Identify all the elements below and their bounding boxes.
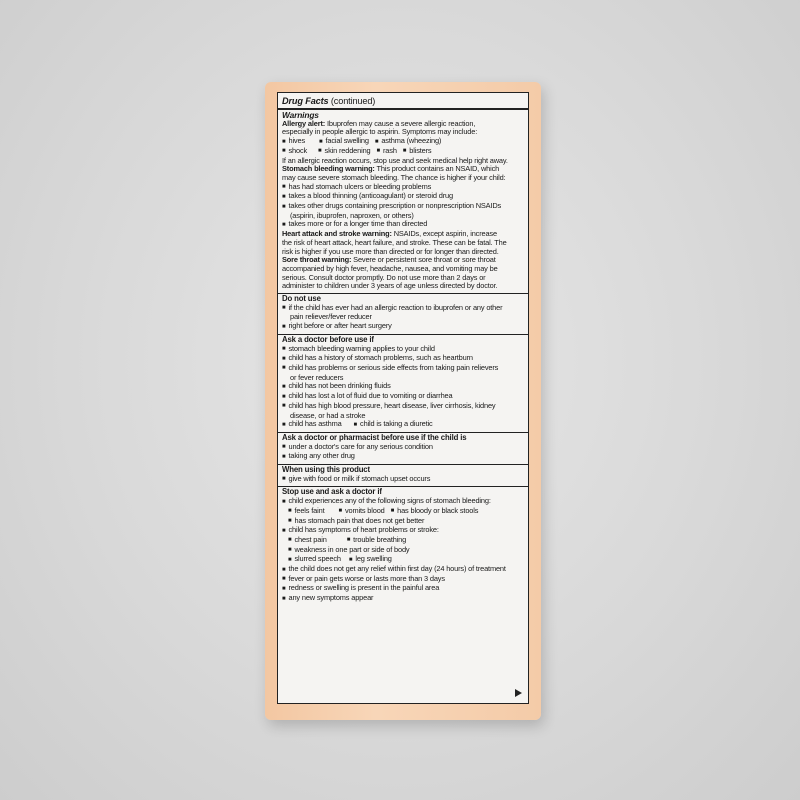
list-item: ■ taking any other drug [282, 452, 524, 462]
drug-facts-panel: Drug Facts (continued) Warnings Allergy alert: Ibuprofen may cause a severe allergic reaction, especially in people allergic to aspirin. Symptoms may include: ■ hives ■ facial swelling ■ asthma (wheezing) ■ shock ■ skin reddening ■ rash ■ blisters If an allergic reaction occurs, stop use and seek medical help right away. Stomach bleeding warning: This product contains an NSAID, which may cause severe stomach bleeding. The chance is higher if your child: ■ has had stomach ulcers or bleeding problems ■ takes a blood thinning (anticoagulant) or steroid drug ■ takes other drugs containing prescription or nonprescription NSAIDs (aspirin, ibuprofen, naproxen, or others) ■ takes more or for a longer time than directed Heart attack and stroke warning: NSAIDs, except aspirin, increase the risk of heart attack, heart failure, and stroke. These can be fatal. The risk is higher if you use more than directed or for longer than directed. Sore throat warning: Severe or persistent sore throat or sore throat accompanied by high fever, headache, nausea, and vomiting may be serious. Consult doctor promptly. Do not use more than 2 days or administer to children under 3 years of age unless directed by doctor. Do not use ■ if the child has ever had an allergic reaction to ibuprofen or any other pain reliever/fever reducer ■ right before or after heart surgery Ask a doctor before use if ■ stomach bleeding warning applies to your child ■ child has a history of stomach problems, such as heartburn ■ child has problems or serious side effects from taking pain relievers or fever reducers ■ child has not been drinking fluids ■ child has lost a lot of fluid due to vomiting or diarrhea ■ child has high blood pressure, heart disease, liver cirrhosis, kidney disease, or had a stroke ■ child has asthma ■ child is taking a diuretic Ask a doctor or pharmacist before use if the child is ■ under a doctor's care for any serious condition ■ taking any other drug When using this product ■ give with food or milk if stomach upset occurs Stop use and ask a doctor if ■ child experiences any of the following signs of stomach bleeding: ■ feels faint ■ vomits blood ■ has bloody or black stools ■ has stomach pain that does not get better ■ child has symptoms of heart problems or stroke: ■ chest pain ■ trouble breathing ■ weakness in one part or side of body ■ slurred speech ■ leg swelling ■ the child does not get any relief within first day (24 hours) of treatment ■ fever or pain gets worse or lasts more than 3 days ■ redness or swelling is present in the painful area ■ any new symptoms appear [277, 92, 529, 704]
list-item: ■ child has a history of stomach problems, such as heartburn [282, 354, 524, 364]
list-item: ■ child has not been drinking fluids [282, 382, 524, 392]
list-item: ■ feels faint ■ vomits blood ■ has bloody or black stools [282, 507, 524, 517]
list-item: ■ redness or swelling is present in the painful area [282, 584, 524, 594]
list-item: ■ if the child has ever had an allergic reaction to ibuprofen or any other [282, 304, 524, 314]
list-item: ■ right before or after heart surgery [282, 322, 524, 332]
symptoms-row: ■ shock ■ skin reddening ■ rash ■ blisters [282, 147, 524, 157]
list-item: ■ child has symptoms of heart problems or stroke: [282, 526, 524, 536]
panel-title: Drug Facts (continued) [278, 95, 528, 110]
ask-doctor-heading: Ask a doctor before use if [282, 334, 374, 344]
list-item: ■ child has high blood pressure, heart disease, liver cirrhosis, kidney [282, 402, 524, 412]
list-item: ■ has had stomach ulcers or bleeding problems [282, 183, 524, 193]
list-item: ■ give with food or milk if stomach upset occurs [282, 475, 524, 485]
list-item: ■ child has asthma ■ child is taking a diuretic [282, 420, 524, 430]
stop-use-heading: Stop use and ask a doctor if [282, 487, 382, 497]
allergy-alert: Allergy alert: Ibuprofen may cause a severe allergic reaction, [282, 118, 476, 128]
list-item: ■ weakness in one part or side of body [282, 546, 524, 556]
ask-pharmacist-heading: Ask a doctor or pharmacist before use if the child is [282, 432, 467, 442]
list-item: ■ the child does not get any relief within first day (24 hours) of treatment [282, 565, 524, 575]
list-item: ■ chest pain ■ trouble breathing [282, 536, 524, 546]
when-using-heading: When using this product [282, 465, 370, 475]
list-item: ■ under a doctor's care for any serious condition [282, 443, 524, 453]
list-item: ■ takes other drugs containing prescription or nonprescription NSAIDs [282, 202, 524, 212]
list-item: ■ has stomach pain that does not get better [282, 517, 524, 527]
list-item: ■ takes more or for a longer time than directed [282, 220, 524, 230]
symptoms-row: ■ hives ■ facial swelling ■ asthma (wheezing) [282, 137, 524, 147]
continue-arrow-icon [515, 689, 522, 697]
list-item: ■ fever or pain gets worse or lasts more than 3 days [282, 575, 524, 585]
list-item: ■ child has lost a lot of fluid due to vomiting or diarrhea [282, 392, 524, 402]
warnings-heading: Warnings [282, 110, 319, 120]
stomach-warning: Stomach bleeding warning: This product contains an NSAID, which [282, 164, 500, 174]
list-item: ■ any new symptoms appear [282, 594, 524, 604]
list-item: ■ child experiences any of the following signs of stomach bleeding: [282, 497, 524, 507]
list-item: ■ stomach bleeding warning applies to your child [282, 345, 524, 355]
list-item: ■ slurred speech ■ leg swelling [282, 555, 524, 565]
list-item: ■ child has problems or serious side effects from taking pain relievers [282, 364, 524, 374]
do-not-use-heading: Do not use [282, 294, 321, 304]
heart-warning: Heart attack and stroke warning: NSAIDs, except aspirin, increase [282, 229, 497, 239]
list-item: ■ takes a blood thinning (anticoagulant) or steroid drug [282, 192, 524, 202]
sore-throat-warning: Sore throat warning: Severe or persistent sore throat or sore throat [282, 255, 496, 265]
